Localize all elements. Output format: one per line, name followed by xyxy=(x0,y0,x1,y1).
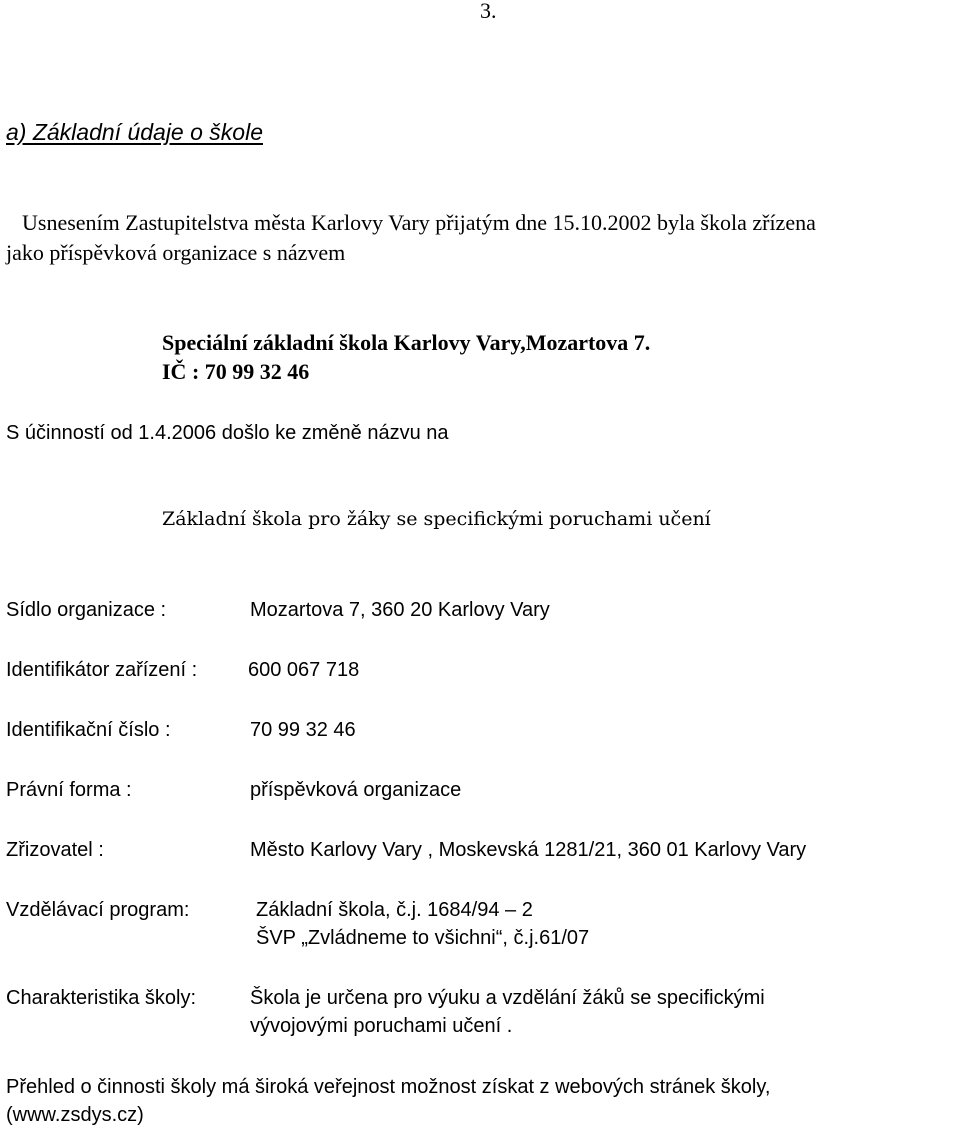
ic-label: Identifikační číslo : xyxy=(6,719,171,741)
intro-line-2: jako příspěvková organizace s názvem xyxy=(6,240,346,265)
footer-line-2: (www.zsdys.cz) xyxy=(6,1104,144,1126)
identifikator-value: 600 067 718 xyxy=(248,659,360,681)
program-value-2: ŠVP „Zvládneme to všichni“, č.j.61/07 xyxy=(256,927,590,949)
program-value-1: Základní škola, č.j. 1684/94 – 2 xyxy=(256,899,533,921)
zrizovatel-value: Město Karlovy Vary , Moskevská 1281/21, 360 01 Karlovy Vary xyxy=(250,839,807,861)
page-number: 3. xyxy=(480,0,497,23)
program-label: Vzdělávací program: xyxy=(6,899,190,921)
sidlo-label: Sídlo organizace : xyxy=(6,599,167,621)
identifikator-label: Identifikátor zařízení : xyxy=(6,659,198,681)
intro-line-1: Usnesením Zastupitelstva města Karlovy Vary přijatým dne 15.10.2002 byla škola zřízena xyxy=(22,210,816,235)
pravni-forma-value: příspěvková organizace xyxy=(250,779,462,801)
change-note: S účinností od 1.4.2006 došlo ke změně názvu na xyxy=(6,422,449,444)
footer-line-1: Přehled o činnosti školy má široká veřejnost možnost získat z webových stránek školy, xyxy=(6,1076,771,1098)
original-school-ic: IČ : 70 99 32 46 xyxy=(162,359,310,384)
new-school-name: Základní škola pro žáky se specifickými poruchami učení xyxy=(162,508,711,530)
charakteristika-value-1: Škola je určena pro výuku a vzdělání žáků se specifickými xyxy=(250,987,765,1009)
section-heading: a) Základní údaje o škole xyxy=(6,119,263,145)
sidlo-value: Mozartova 7, 360 20 Karlovy Vary xyxy=(250,599,550,621)
original-school-name: Speciální základní škola Karlovy Vary,Mozartova 7. xyxy=(162,330,651,355)
pravni-forma-label: Právní forma : xyxy=(6,779,132,801)
ic-value: 70 99 32 46 xyxy=(250,719,356,741)
charakteristika-label: Charakteristika školy: xyxy=(6,987,197,1009)
charakteristika-value-2: vývojovými poruchami učení . xyxy=(250,1015,513,1037)
zrizovatel-label: Zřizovatel : xyxy=(6,839,104,861)
